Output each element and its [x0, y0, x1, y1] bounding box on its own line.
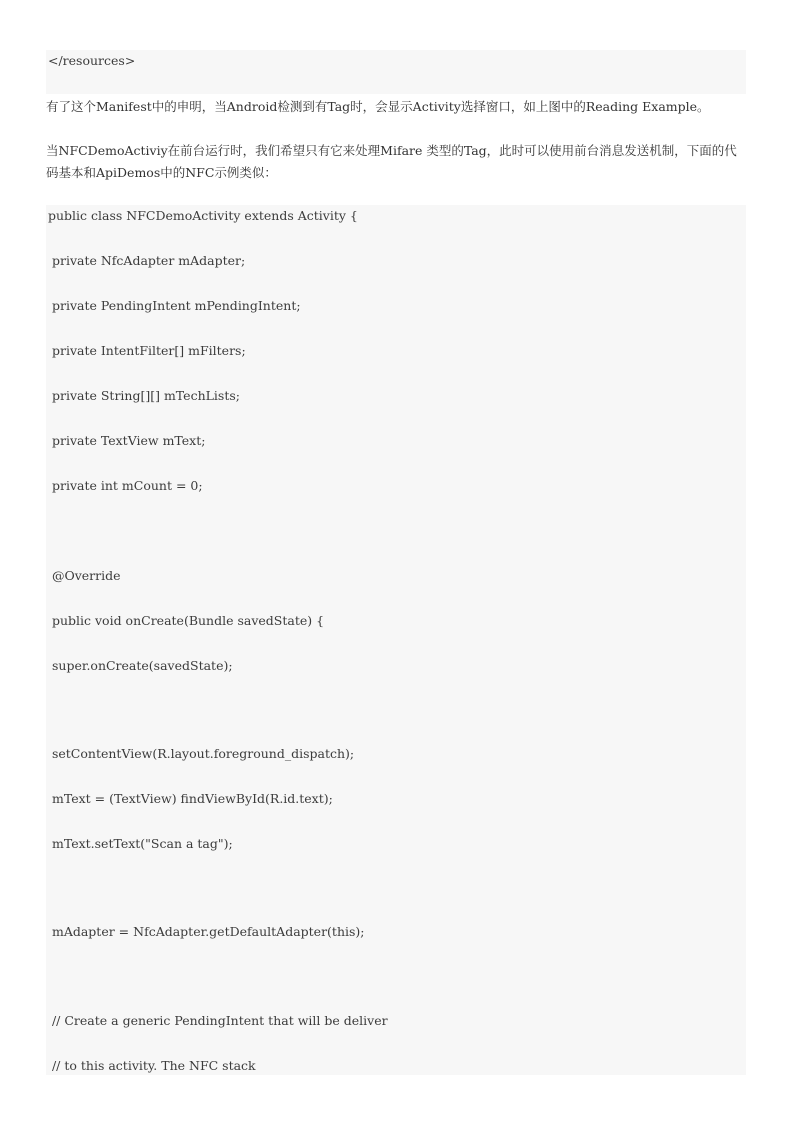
code-line: mText = (TextView) findViewById(R.id.text); [48, 791, 333, 806]
paragraph-foreground-dispatch: 当NFCDemoActiviy在前台运行时，我们希望只有它来处理Mifare 类型的Tag，此时可以使用前台消息发送机制，下面的代码基本和ApiDemos中的NFC示例类似： [46, 143, 737, 180]
code-line: setContentView(R.layout.foreground_dispatch); [48, 746, 355, 761]
code-line-annotation: @Override [48, 568, 121, 583]
code-line: mText.setText("Scan a tag"); [48, 836, 233, 851]
code-snippet-resources [46, 50, 746, 94]
code-line: private String[][] mTechLists; [48, 388, 240, 403]
code-line: </resources> [48, 53, 136, 68]
code-line: private NfcAdapter mAdapter; [48, 253, 246, 268]
code-line: public void onCreate(Bundle savedState) { [48, 613, 325, 628]
code-block-nfcdemo [46, 205, 746, 1075]
code-line: super.onCreate(savedState); [48, 658, 233, 673]
code-line: private TextView mText; [48, 433, 206, 448]
code-line: mAdapter = NfcAdapter.getDefaultAdapter(this); [48, 924, 365, 939]
code-line: private PendingIntent mPendingIntent; [48, 298, 301, 313]
paragraph-manifest-note: 有了这个Manifest中的申明，当Android检测到有Tag时，会显示Activity选择窗口，如上图中的Reading Example。 [46, 99, 710, 114]
code-line: private int mCount = 0; [48, 478, 203, 493]
code-line: private IntentFilter[] mFilters; [48, 343, 246, 358]
code-line-comment: // to this activity. The NFC stack [48, 1058, 256, 1073]
code-line-comment: // Create a generic PendingIntent that will be deliver [48, 1013, 388, 1028]
code-line-class-decl: public class NFCDemoActivity extends Activity { [48, 208, 358, 223]
